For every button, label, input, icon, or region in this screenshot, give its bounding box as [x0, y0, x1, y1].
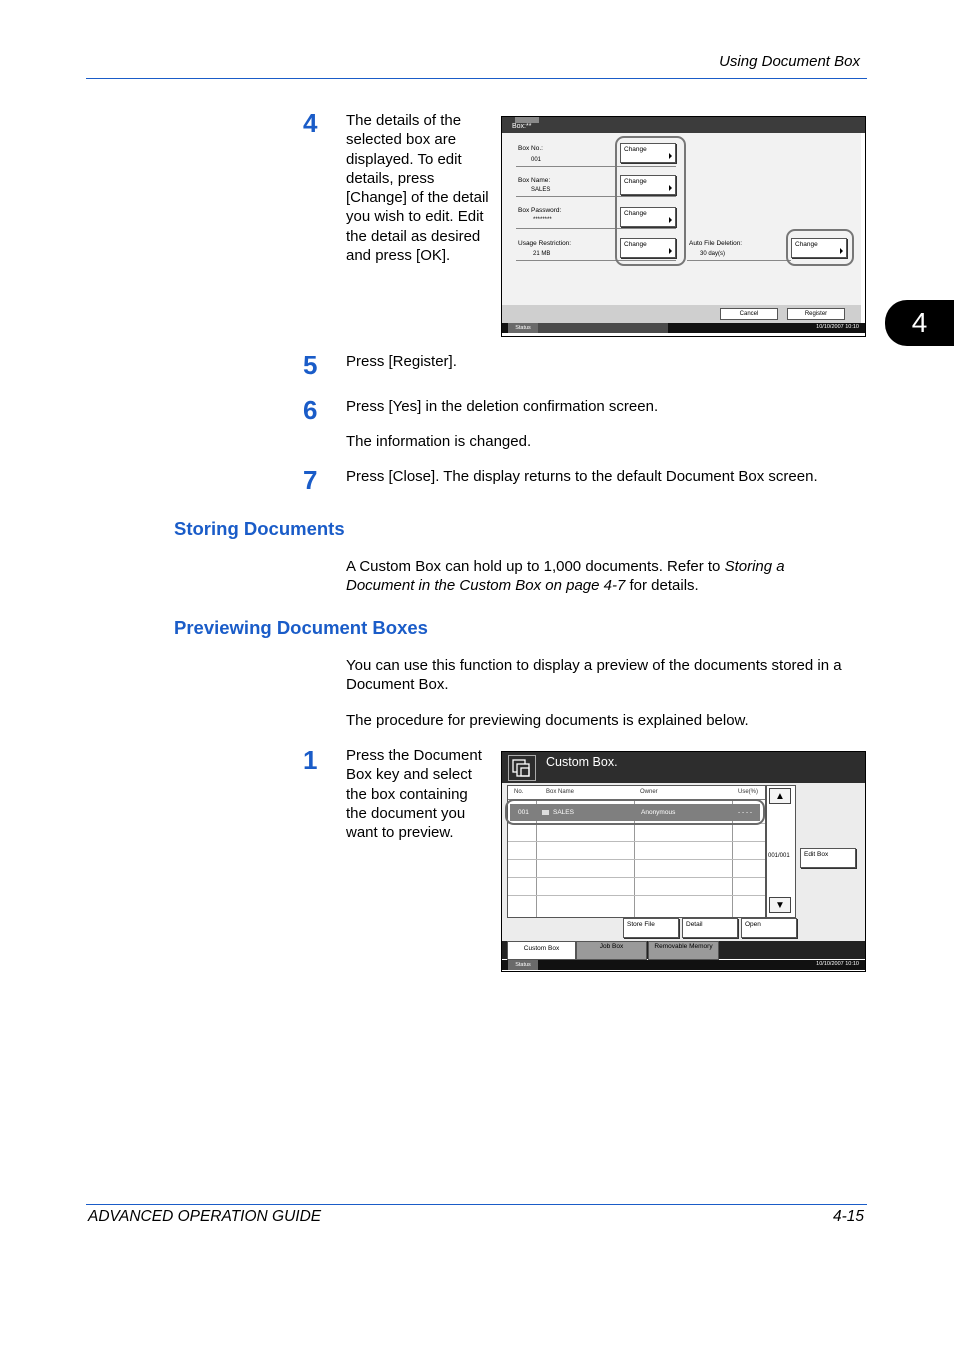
- step-number: 4: [303, 108, 318, 138]
- datetime: 10/10/2007 10:10: [816, 324, 859, 330]
- section-heading: Previewing Document Boxes: [174, 617, 428, 638]
- screen-body: [502, 133, 861, 305]
- row-no: 001: [518, 809, 529, 816]
- change-button-label: Change: [795, 241, 818, 248]
- box-name-label: Box Name:: [518, 177, 551, 184]
- box-no-label: Box No.:: [518, 145, 543, 152]
- box-detail-screen: [501, 116, 866, 337]
- change-auto-deletion-button[interactable]: [791, 238, 847, 258]
- arrow-icon: [669, 217, 672, 223]
- row-divider: [508, 841, 765, 842]
- highlight-oval: [505, 799, 765, 825]
- box-password-label: Box Password:: [518, 207, 562, 214]
- change-password-button[interactable]: [620, 207, 676, 227]
- field-underline: [687, 260, 791, 261]
- usage-restriction-value: 21 MB: [533, 251, 551, 257]
- button-bar: [502, 305, 861, 323]
- column-header-no[interactable]: No.: [514, 789, 524, 795]
- step-text: Press [Yes] in the deletion confirmation screen.: [346, 398, 659, 415]
- step-note: The information is changed.: [346, 433, 532, 450]
- cancel-button[interactable]: Cancel: [720, 308, 778, 320]
- auto-file-deletion-label: Auto File Deletion:: [689, 240, 743, 247]
- change-box-name-button[interactable]: [620, 175, 676, 195]
- change-box-no-button[interactable]: [620, 143, 676, 163]
- change-button-label: Change: [624, 178, 647, 185]
- paragraph-text: for details.: [625, 577, 699, 595]
- column-header-use[interactable]: Use(%): [738, 789, 759, 795]
- arrow-icon: [669, 185, 672, 191]
- paragraph-text: A Custom Box can hold up to 1,000 documents. Refer to: [346, 558, 725, 575]
- page-indicator: 001/001: [768, 853, 790, 859]
- section-heading: Storing Documents: [174, 518, 345, 539]
- row-use: - - - -: [738, 809, 753, 816]
- status-message-area: [538, 323, 668, 333]
- scroll-pane: [766, 785, 796, 918]
- row-owner: Anonymous: [641, 809, 676, 816]
- section-paragraph: You can use this function to display a preview of the documents stored in a Document Box.: [346, 657, 842, 694]
- step-number: 5: [303, 350, 318, 380]
- box-list: [507, 785, 766, 918]
- column-header-owner[interactable]: Owner: [640, 789, 658, 795]
- arrow-icon: [669, 248, 672, 254]
- tab-job-box[interactable]: Job Box: [576, 941, 647, 960]
- section-paragraph: The procedure for previewing documents is explained below.: [346, 712, 749, 729]
- custom-box-screen: [501, 751, 866, 972]
- section-paragraph: [346, 557, 846, 596]
- screen-title: Box:**: [512, 123, 532, 130]
- store-file-button[interactable]: Store File: [623, 918, 679, 938]
- screen-header: [502, 752, 865, 783]
- arrow-icon: [840, 248, 843, 254]
- edit-box-button[interactable]: Edit Box: [800, 848, 856, 868]
- tab-removable-memory[interactable]: Removable Memory: [648, 941, 719, 960]
- datetime: 10/10/2007 10:10: [816, 961, 859, 967]
- row-divider: [508, 859, 765, 860]
- change-button-label: Change: [624, 241, 647, 248]
- scroll-down-button[interactable]: ▼: [769, 897, 791, 913]
- row-divider: [508, 877, 765, 878]
- register-button[interactable]: Register: [787, 308, 845, 320]
- status-button[interactable]: Status: [508, 960, 538, 970]
- screen-title: Custom Box.: [546, 755, 618, 769]
- box-password-value: ********: [533, 217, 552, 223]
- status-button[interactable]: Status: [508, 323, 538, 333]
- footer-rule: [86, 1204, 867, 1205]
- step-number: 1: [303, 745, 318, 775]
- document-box-icon: [508, 755, 536, 781]
- status-bar: [502, 323, 865, 333]
- usage-restriction-label: Usage Restriction:: [518, 240, 572, 247]
- step-text: Press [Close]. The display returns to the default Document Box screen.: [346, 468, 818, 485]
- row-divider: [508, 895, 765, 896]
- header-rule: [86, 78, 867, 79]
- step-text: The details of the selected box are displayed. To edit details, press [Change] of the detail you wish to edit. Edit the detail as desired and press [OK].: [346, 112, 489, 265]
- scroll-up-button[interactable]: ▲: [769, 788, 791, 804]
- change-usage-button[interactable]: [620, 238, 676, 258]
- running-header: Using Document Box: [719, 53, 860, 70]
- change-button-label: Change: [624, 210, 647, 217]
- arrow-icon: [669, 153, 672, 159]
- step-number: 6: [303, 395, 318, 425]
- open-button[interactable]: Open: [741, 918, 797, 938]
- step-number: 7: [303, 465, 318, 495]
- detail-button[interactable]: Detail: [682, 918, 738, 938]
- status-bar: [502, 960, 865, 970]
- page-number: 4-15: [832, 1208, 864, 1225]
- step-text: Press [Register].: [346, 353, 457, 370]
- column-header-box-name[interactable]: Box Name: [546, 789, 575, 795]
- auto-file-deletion-value: 30 day(s): [700, 251, 726, 257]
- box-no-value: 001: [531, 157, 542, 163]
- chapter-tab: 4: [885, 300, 954, 346]
- row-box-name: SALES: [553, 809, 574, 816]
- footer-guide-title: ADVANCED OPERATION GUIDE: [88, 1208, 322, 1225]
- box-name-value: SALES: [531, 187, 551, 193]
- step-text: Press the Document Box key and select the box containing the document you want to preview.: [346, 747, 482, 842]
- cross-reference: Storing a Document in the Custom Box on page 4-7: [346, 558, 785, 595]
- change-button-label: Change: [624, 146, 647, 153]
- tab-custom-box[interactable]: Custom Box: [507, 941, 576, 960]
- screen-titlebar: [502, 117, 865, 133]
